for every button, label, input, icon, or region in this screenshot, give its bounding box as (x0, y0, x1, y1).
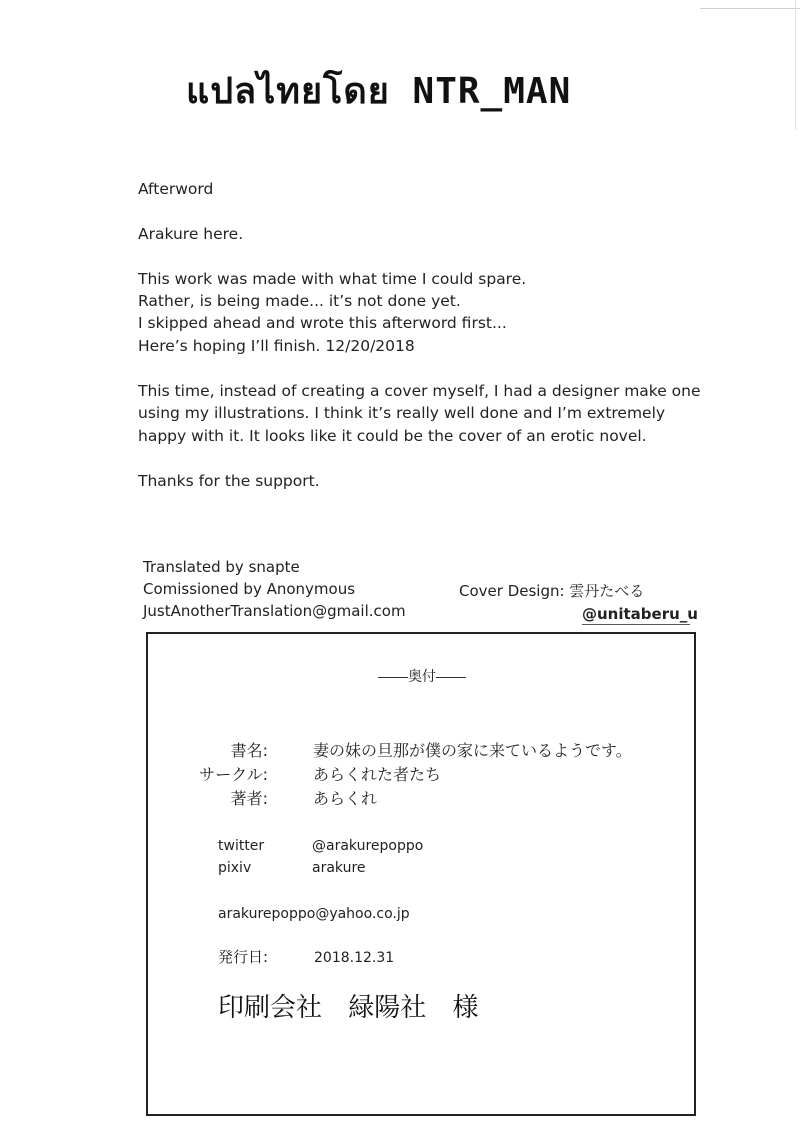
afterword-line: I skipped ahead and wrote this afterword first... (138, 314, 507, 332)
cover-designer-handle: @unitaberu_u (582, 605, 698, 623)
twitter-label: twitter (218, 838, 265, 854)
printer-credit: 印刷会社 緑陽社 様 (218, 993, 479, 1023)
scan-edge-shadow (795, 0, 796, 130)
heading-dash-right (436, 677, 466, 678)
afterword-title: Afterword (138, 180, 214, 198)
twitter-handle: @arakurepoppo (312, 838, 424, 854)
pixiv-handle: arakure (312, 860, 366, 876)
colophon-heading (378, 666, 478, 688)
afterword-line: Rather, is being made... it’s not done yet. (138, 292, 461, 310)
author-label: 著者: (230, 789, 268, 808)
publish-date-label: 発行日: (218, 948, 269, 966)
translated-by: Translated by snapte (143, 558, 300, 576)
afterword-greeting: Arakure here. (138, 225, 244, 243)
book-title-value: 妻の妹の旦那が僕の家に来ているようです。 (313, 741, 632, 760)
afterword-line: This time, instead of creating a cover myself, I had a designer make one (138, 382, 701, 400)
colophon-box (146, 632, 696, 1116)
scan-edge-line (700, 8, 800, 9)
afterword-line: This work was made with what time I could spare. (138, 270, 527, 288)
afterword-line: using my illustrations. I think it’s really well done and I’m extremely (138, 404, 666, 422)
afterword-line: Here’s hoping I’ll finish. 12/20/2018 (138, 337, 415, 355)
author-email: arakurepoppo@yahoo.co.jp (218, 906, 410, 922)
translator-banner: แปลไทยโดย NTR_MAN (186, 71, 572, 112)
circle-value: あらくれた者たち (313, 765, 442, 784)
publish-date-value: 2018.12.31 (314, 950, 395, 966)
circle-label: サークル: (199, 765, 268, 784)
pixiv-label: pixiv (218, 860, 252, 876)
cover-design-credit: Cover Design: 雲丹たべる (459, 582, 645, 600)
colophon-heading-text: 奥付 (408, 669, 436, 685)
handle-underline (582, 624, 690, 625)
translator-email: JustAnotherTranslation@gmail.com (143, 602, 406, 620)
afterword-line: happy with it. It looks like it could be the cover of an erotic novel. (138, 427, 647, 445)
commissioned-by: Comissioned by Anonymous (143, 580, 356, 598)
heading-dash-left (378, 677, 408, 678)
afterword-closing: Thanks for the support. (138, 472, 320, 490)
author-value: あらくれ (313, 789, 378, 808)
book-title-label: 書名: (230, 741, 268, 760)
